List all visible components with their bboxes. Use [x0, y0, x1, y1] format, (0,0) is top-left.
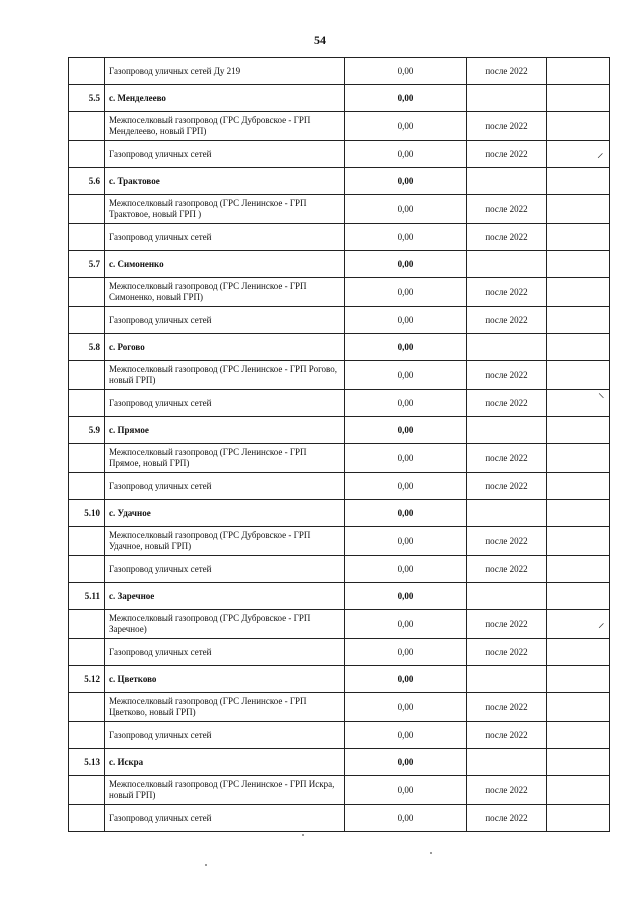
section-header-row [69, 500, 610, 527]
row-name-cell: Газопровод уличных сетей [105, 141, 345, 168]
row-number-cell [69, 141, 105, 168]
row-name-cell: Межпоселковый газопровод (ГРС Ленинское - ГРП Трактовое, новый ГРП ) [105, 195, 345, 224]
section-number: 5.12 [69, 666, 105, 693]
table-row [69, 610, 610, 639]
page-number: 54 [314, 33, 326, 47]
row-date-cell: после 2022 [467, 307, 547, 334]
table-row [69, 141, 610, 168]
row-number-cell [69, 693, 105, 722]
row-number-cell [69, 278, 105, 307]
row-extra-cell [547, 224, 610, 251]
row-date-cell [467, 85, 547, 112]
row-name-cell: Межпоселковый газопровод (ГРС Ленинское - ГРП Прямое, новый ГРП) [105, 444, 345, 473]
section-number: 5.5 [69, 85, 105, 112]
table-row [69, 58, 610, 85]
row-extra-cell [547, 112, 610, 141]
section-total: 0,00 [345, 251, 467, 278]
row-extra-cell [547, 473, 610, 500]
row-number-cell [69, 444, 105, 473]
row-date-cell [467, 168, 547, 195]
row-value-cell: 0,00 [345, 390, 467, 417]
row-value-cell: 0,00 [345, 722, 467, 749]
row-value-cell: 0,00 [345, 527, 467, 556]
row-extra-cell [547, 251, 610, 278]
row-number-cell [69, 473, 105, 500]
scan-speck [302, 834, 304, 836]
row-number-cell [69, 805, 105, 832]
row-date-cell: после 2022 [467, 473, 547, 500]
row-date-cell: после 2022 [467, 195, 547, 224]
row-extra-cell [547, 749, 610, 776]
row-number-cell [69, 112, 105, 141]
section-header-row [69, 251, 610, 278]
row-value-cell: 0,00 [345, 473, 467, 500]
row-extra-cell [547, 417, 610, 444]
row-value-cell: 0,00 [345, 444, 467, 473]
row-date-cell: после 2022 [467, 610, 547, 639]
section-header-row [69, 666, 610, 693]
margin-mark: ⸜ [598, 386, 605, 401]
section-total: 0,00 [345, 417, 467, 444]
row-date-cell: после 2022 [467, 639, 547, 666]
section-number: 5.8 [69, 334, 105, 361]
section-header-row [69, 85, 610, 112]
row-value-cell: 0,00 [345, 805, 467, 832]
section-header-row [69, 334, 610, 361]
row-name-cell: Газопровод уличных сетей [105, 224, 345, 251]
row-name-cell: Межпоселковый газопровод (ГРС Ленинское - ГРП Симоненко, новый ГРП) [105, 278, 345, 307]
section-title: с. Искра [105, 749, 345, 776]
row-date-cell [467, 500, 547, 527]
row-extra-cell [547, 666, 610, 693]
row-date-cell: после 2022 [467, 556, 547, 583]
margin-mark: ⸝ [598, 616, 605, 631]
row-number-cell [69, 610, 105, 639]
row-name-cell: Газопровод уличных сетей [105, 722, 345, 749]
section-title: с. Менделеево [105, 85, 345, 112]
row-value-cell: 0,00 [345, 224, 467, 251]
row-date-cell: после 2022 [467, 112, 547, 141]
scan-speck [430, 852, 432, 854]
row-date-cell [467, 417, 547, 444]
section-number: 5.6 [69, 168, 105, 195]
section-header-row [69, 168, 610, 195]
row-date-cell: после 2022 [467, 224, 547, 251]
row-name-cell: Межпоселковый газопровод (ГРС Дубровское - ГРП Заречное) [105, 610, 345, 639]
row-name-cell: Газопровод уличных сетей [105, 805, 345, 832]
row-extra-cell [547, 527, 610, 556]
row-date-cell: после 2022 [467, 141, 547, 168]
row-date-cell: после 2022 [467, 58, 547, 85]
table-row [69, 195, 610, 224]
row-value-cell: 0,00 [345, 639, 467, 666]
row-date-cell: после 2022 [467, 805, 547, 832]
row-number-cell [69, 224, 105, 251]
table-row [69, 639, 610, 666]
row-date-cell: после 2022 [467, 390, 547, 417]
row-value-cell: 0,00 [345, 610, 467, 639]
table-row [69, 776, 610, 805]
row-number-cell [69, 307, 105, 334]
table-row [69, 805, 610, 832]
row-number-cell [69, 776, 105, 805]
row-name-cell: Газопровод уличных сетей [105, 390, 345, 417]
row-name-cell: Межпоселковый газопровод (ГРС Ленинское - ГРП Рогово, новый ГРП) [105, 361, 345, 390]
section-title: с. Симоненко [105, 251, 345, 278]
section-total: 0,00 [345, 583, 467, 610]
row-value-cell: 0,00 [345, 556, 467, 583]
row-date-cell: после 2022 [467, 776, 547, 805]
section-header-row [69, 583, 610, 610]
section-number: 5.7 [69, 251, 105, 278]
row-extra-cell [547, 444, 610, 473]
row-extra-cell [547, 334, 610, 361]
row-number-cell [69, 527, 105, 556]
section-title: с. Трактовое [105, 168, 345, 195]
row-extra-cell [547, 639, 610, 666]
row-name-cell: Межпоселковый газопровод (ГРС Дубровское - ГРП Менделеево, новый ГРП) [105, 112, 345, 141]
section-total: 0,00 [345, 749, 467, 776]
row-number-cell [69, 639, 105, 666]
row-number-cell [69, 58, 105, 85]
row-date-cell: после 2022 [467, 722, 547, 749]
table-row [69, 307, 610, 334]
row-extra-cell [547, 278, 610, 307]
table-row [69, 390, 610, 417]
row-name-cell: Газопровод уличных сетей [105, 639, 345, 666]
row-number-cell [69, 361, 105, 390]
section-header-row [69, 417, 610, 444]
row-extra-cell [547, 805, 610, 832]
row-number-cell [69, 390, 105, 417]
row-name-cell: Газопровод уличных сетей [105, 473, 345, 500]
row-extra-cell [547, 195, 610, 224]
row-date-cell: после 2022 [467, 278, 547, 307]
table-row [69, 722, 610, 749]
section-total: 0,00 [345, 168, 467, 195]
row-date-cell [467, 334, 547, 361]
row-extra-cell [547, 58, 610, 85]
section-title: с. Удачное [105, 500, 345, 527]
row-extra-cell [547, 556, 610, 583]
section-title: с. Цветково [105, 666, 345, 693]
row-date-cell: после 2022 [467, 693, 547, 722]
table-row [69, 361, 610, 390]
margin-mark: ⸝ [597, 146, 604, 161]
row-value-cell: 0,00 [345, 278, 467, 307]
row-number-cell [69, 722, 105, 749]
row-value-cell: 0,00 [345, 112, 467, 141]
row-date-cell: после 2022 [467, 527, 547, 556]
row-value-cell: 0,00 [345, 361, 467, 390]
row-extra-cell [547, 500, 610, 527]
table-row [69, 556, 610, 583]
scan-speck [205, 864, 207, 866]
row-extra-cell [547, 722, 610, 749]
row-name-cell: Межпоселковый газопровод (ГРС Дубровское - ГРП Удачное, новый ГРП) [105, 527, 345, 556]
section-number: 5.10 [69, 500, 105, 527]
table-row [69, 224, 610, 251]
section-number: 5.9 [69, 417, 105, 444]
row-date-cell [467, 666, 547, 693]
table-row [69, 693, 610, 722]
section-title: с. Прямое [105, 417, 345, 444]
row-value-cell: 0,00 [345, 693, 467, 722]
row-number-cell [69, 195, 105, 224]
section-number: 5.13 [69, 749, 105, 776]
row-extra-cell [547, 307, 610, 334]
row-extra-cell [547, 776, 610, 805]
row-extra-cell [547, 583, 610, 610]
row-extra-cell [547, 168, 610, 195]
row-value-cell: 0,00 [345, 776, 467, 805]
section-total: 0,00 [345, 85, 467, 112]
row-value-cell: 0,00 [345, 307, 467, 334]
section-number: 5.11 [69, 583, 105, 610]
table-row [69, 527, 610, 556]
row-date-cell: после 2022 [467, 361, 547, 390]
row-name-cell: Газопровод уличных сетей [105, 556, 345, 583]
row-name-cell: Межпоселковый газопровод (ГРС Ленинское - ГРП Искра, новый ГРП) [105, 776, 345, 805]
table-row [69, 444, 610, 473]
row-number-cell [69, 556, 105, 583]
section-title: с. Рогово [105, 334, 345, 361]
row-value-cell: 0,00 [345, 141, 467, 168]
section-header-row [69, 749, 610, 776]
table-row [69, 473, 610, 500]
row-date-cell [467, 583, 547, 610]
row-name-cell: Межпоселковый газопровод (ГРС Ленинское - ГРП Цветково, новый ГРП) [105, 693, 345, 722]
section-title: с. Заречное [105, 583, 345, 610]
row-name-cell: Газопровод уличных сетей [105, 307, 345, 334]
section-total: 0,00 [345, 334, 467, 361]
table-row [69, 278, 610, 307]
row-value-cell: 0,00 [345, 195, 467, 224]
row-extra-cell [547, 693, 610, 722]
row-value-cell: 0,00 [345, 58, 467, 85]
row-name-cell: Газопровод уличных сетей Ду 219 [105, 58, 345, 85]
section-total: 0,00 [345, 500, 467, 527]
table-row [69, 112, 610, 141]
row-extra-cell [547, 85, 610, 112]
section-total: 0,00 [345, 666, 467, 693]
row-date-cell [467, 251, 547, 278]
row-date-cell: после 2022 [467, 444, 547, 473]
gas-pipeline-table [68, 57, 610, 832]
row-date-cell [467, 749, 547, 776]
